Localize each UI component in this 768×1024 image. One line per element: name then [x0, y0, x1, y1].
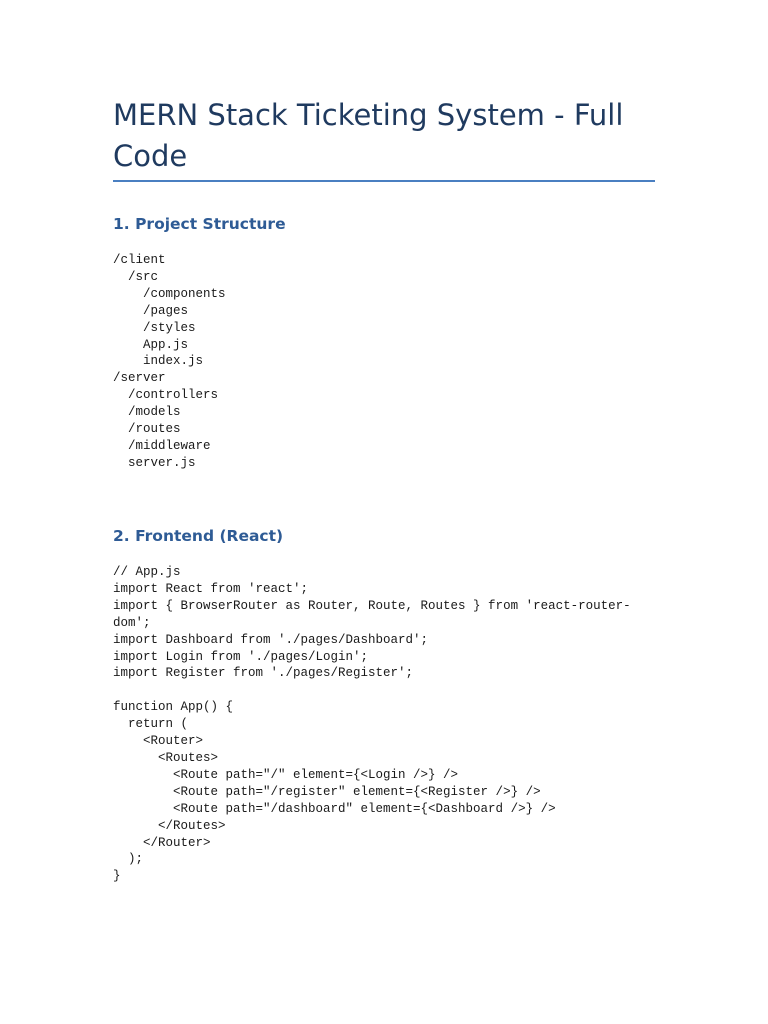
title-divider — [113, 180, 655, 182]
section-heading-frontend: 2. Frontend (React) — [113, 527, 284, 545]
code-block-app-js: // App.js import React from 'react'; import { BrowserRouter as Router, Route, Routes } from 'react-router- dom'; import Dashboard from './pages/Dashboard'; import Login from './pages/Login'; import Register from './pages/Register'; function App() { return ( <Router> <Routes> <Route path="/" element={<Login />} /> <Route path="/register" element={<Register />} /> <Route path="/dashboard" element={<Dashboard />} /> </Routes> </Router> ); } — [113, 565, 631, 884]
code-block-project-structure: /client /src /components /pages /styles App.js index.js /server /controllers /models /routes /middleware server.js — [113, 253, 226, 470]
document-title: MERN Stack Ticketing System - Full Code — [113, 98, 624, 173]
section-heading-project-structure: 1. Project Structure — [113, 215, 286, 233]
